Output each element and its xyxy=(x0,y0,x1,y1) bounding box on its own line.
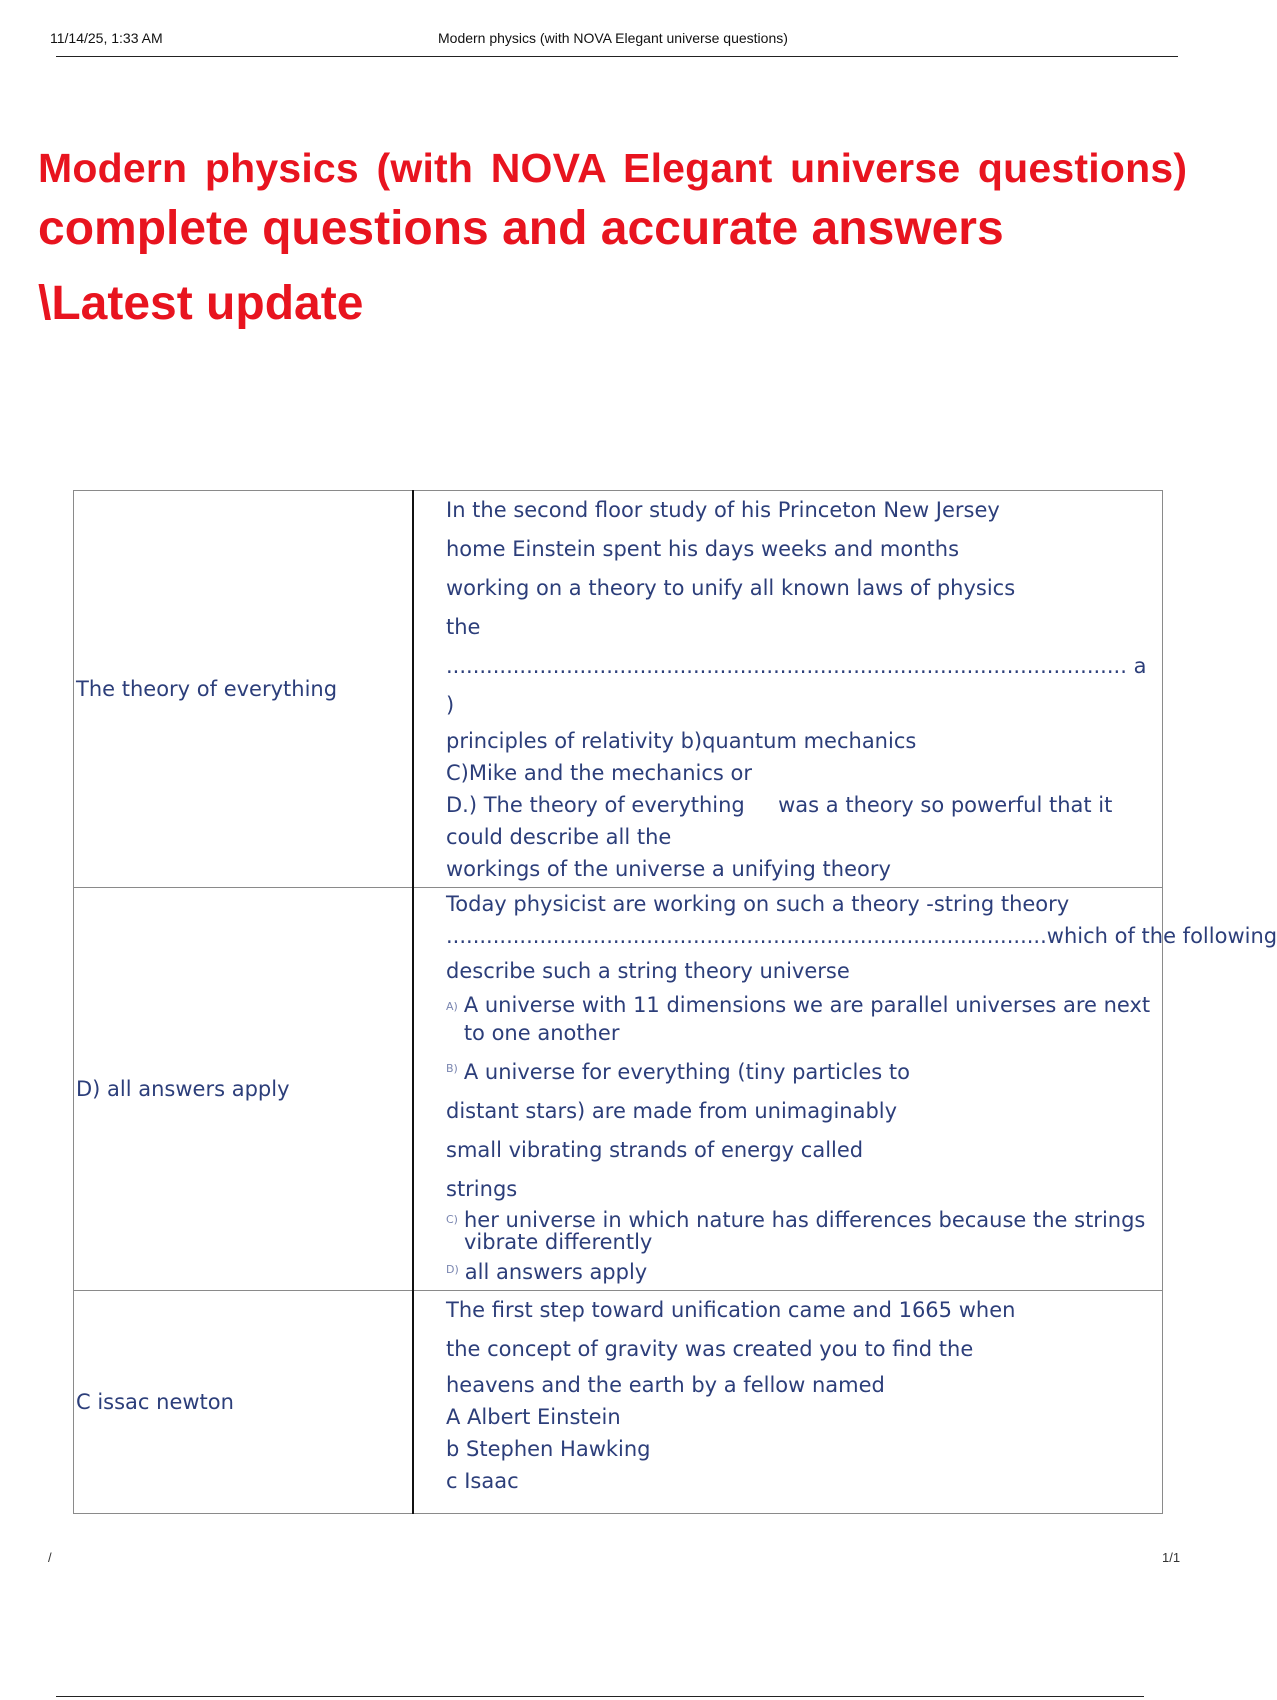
answer-cell: D) all answers apply xyxy=(74,888,414,1291)
title-line-3: \Latest update xyxy=(38,277,364,330)
blank-line xyxy=(446,647,1156,686)
table-row xyxy=(74,888,1163,1291)
question-line: heavens and the earth by a fellow named xyxy=(446,1373,885,1397)
blank-dots: .......................................................................................... xyxy=(446,924,1047,948)
question-line: working on a theory to unify all known laws of physics xyxy=(446,576,1016,600)
option-text: her universe in which nature has differences because the strings vibrate differently xyxy=(463,1208,1146,1254)
option-text: distant stars) are made from unimaginably xyxy=(446,1099,898,1123)
option-line: workings of the universe a unifying theory xyxy=(446,857,891,881)
option-b xyxy=(446,1053,1156,1092)
answer-cell: C issac newton xyxy=(74,1291,414,1514)
header-divider xyxy=(56,56,1178,57)
blank-line xyxy=(446,920,1277,952)
option-d xyxy=(446,1259,1156,1285)
question-line: The first step toward unification came and 1665 when xyxy=(446,1298,1016,1322)
question-line: the concept of gravity was created you to find the xyxy=(446,1337,974,1361)
question-line: In the second floor study of his Princeton New Jersey xyxy=(446,498,1000,522)
blank-dots: ...................................................................................................... xyxy=(446,654,1127,678)
print-page-title: Modern physics (with NOVA Elegant universe questions) xyxy=(438,30,788,46)
option-a xyxy=(446,991,1156,1047)
option-line: could describe all the xyxy=(446,825,672,849)
document-title xyxy=(38,142,1188,344)
table-row xyxy=(74,491,1163,888)
paren-line: ) xyxy=(446,693,455,717)
option-text: small vibrating strands of energy called xyxy=(446,1138,864,1162)
answer-cell: The theory of everything xyxy=(74,491,414,888)
blank-suffix: a xyxy=(1133,654,1147,678)
page-number: 1/1 xyxy=(1162,1550,1181,1565)
table-row xyxy=(74,1291,1163,1514)
option-c xyxy=(446,1209,1156,1253)
option-marker: D) xyxy=(446,1263,459,1276)
option-text: strings xyxy=(446,1177,518,1201)
footer-divider xyxy=(56,1696,1144,1697)
option-line: principles of relativity b)quantum mechanics xyxy=(446,729,917,753)
title-line-2: complete questions and accurate answers xyxy=(38,202,1004,255)
question-cell xyxy=(413,1291,1163,1514)
question-line: the xyxy=(446,615,481,639)
option-line: D.) The theory of everything was a theory so powerful that it xyxy=(446,793,1113,817)
question-cell xyxy=(413,888,1277,1291)
qa-table xyxy=(73,490,1277,1514)
option-line: b Stephen Hawking xyxy=(446,1437,651,1461)
question-line: describe such a string theory universe xyxy=(446,959,850,983)
blank-suffix: which of the following xyxy=(1046,924,1277,948)
option-text: A universe for everything (tiny particles to xyxy=(463,1060,911,1084)
option-text: A universe with 11 dimensions we are parallel universes are next to one another xyxy=(463,993,1151,1045)
question-line: home Einstein spent his days weeks and months xyxy=(446,537,960,561)
option-marker: B) xyxy=(446,1062,458,1075)
print-header xyxy=(48,30,1178,56)
option-marker: A) xyxy=(446,1000,458,1013)
title-line-1: Modern physics (with NOVA Elegant universe questions) xyxy=(38,145,1188,191)
option-line: C)Mike and the mechanics or xyxy=(446,761,753,785)
option-text: all answers apply xyxy=(464,1260,648,1284)
question-line: Today physicist are working on such a theory -string theory xyxy=(446,892,1070,916)
option-line: A Albert Einstein xyxy=(446,1405,621,1429)
footer-left-mark: / xyxy=(48,1550,52,1565)
option-marker: C) xyxy=(446,1213,458,1226)
option-line: c Isaac xyxy=(446,1469,519,1493)
print-date: 11/14/25, 1:33 AM xyxy=(50,30,163,46)
question-cell xyxy=(413,491,1163,888)
